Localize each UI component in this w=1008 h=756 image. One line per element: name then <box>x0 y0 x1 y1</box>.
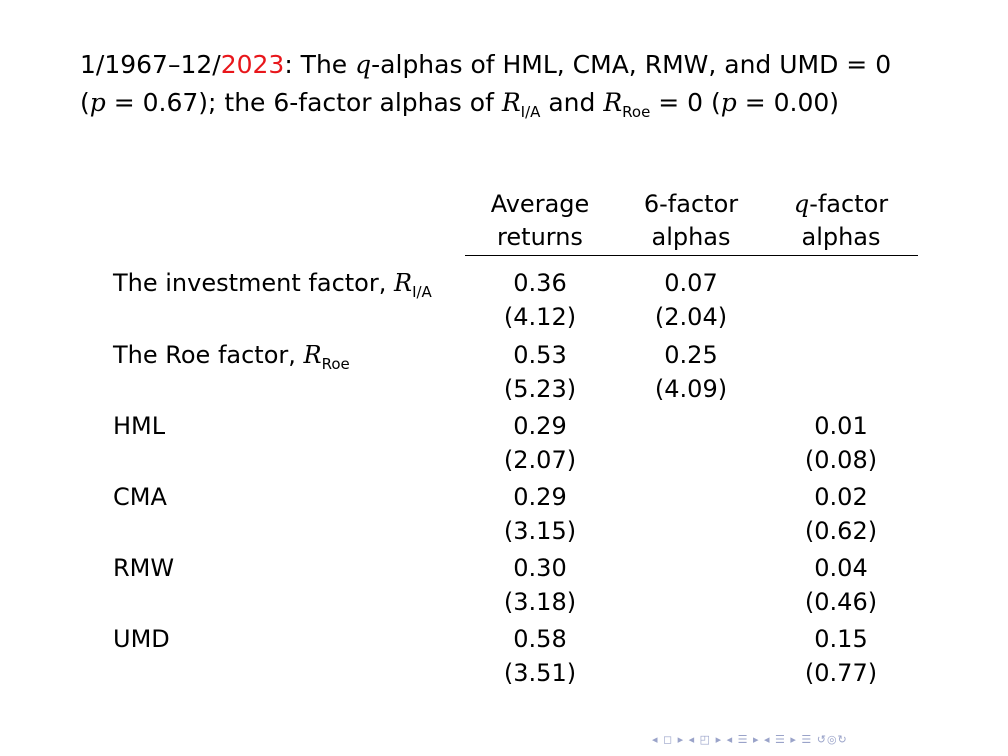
value: 0.30 <box>513 554 567 582</box>
label-subscript: I/A <box>412 283 432 301</box>
value: 0.07 <box>664 269 718 297</box>
t-stat: (0.46) <box>804 588 878 616</box>
t-stat: (5.23) <box>503 375 577 403</box>
header-line: alphas <box>651 223 731 251</box>
r-symbol: R <box>303 341 322 369</box>
p-symbol-2: p <box>720 88 737 117</box>
t-stat: (2.04) <box>654 303 728 331</box>
value: 0.36 <box>513 269 567 297</box>
t-stat: (4.09) <box>654 375 728 403</box>
header-qfactor-alphas <box>771 188 911 254</box>
title-line-2 <box>80 84 891 122</box>
label-text: The Roe factor, <box>113 341 304 369</box>
r-symbol-2: R <box>603 88 623 117</box>
header-line <box>771 188 911 221</box>
t-stat: (0.77) <box>804 659 878 687</box>
cell-avg <box>470 622 610 690</box>
cell-avg <box>470 266 610 334</box>
p-symbol-1: p <box>89 88 106 117</box>
label-subscript: Roe <box>321 355 350 373</box>
p-value-1: = 0.67); the 6-factor alphas of <box>105 88 502 117</box>
value: 0.15 <box>814 625 868 653</box>
roe-subscript: Roe <box>622 103 651 121</box>
t-stat: (3.18) <box>503 588 577 616</box>
row-label-rmw: RMW <box>113 554 175 582</box>
t-stat: (0.62) <box>804 517 878 545</box>
header-line: alphas <box>801 223 881 251</box>
cell-avg <box>470 338 610 406</box>
t-stat: (4.12) <box>503 303 577 331</box>
period-start: 1/1967–12/ <box>80 50 221 79</box>
value: 0.01 <box>814 412 868 440</box>
cell-qfactor <box>771 480 911 548</box>
cell-6factor <box>621 266 761 334</box>
title-line-1 <box>80 46 891 84</box>
cell-qfactor <box>771 409 911 477</box>
value: 0.29 <box>513 483 567 511</box>
cell-6factor <box>621 338 761 406</box>
value: 0.04 <box>814 554 868 582</box>
value: 0.25 <box>664 341 718 369</box>
header-rule <box>465 255 918 256</box>
q-symbol: q <box>793 190 810 218</box>
beamer-navigation-icons[interactable]: ◂ ◻ ▸ ◂ ◰ ▸ ◂ ☰ ▸ ◂ ☰ ▸ ☰ ↺◎↻ <box>652 733 848 746</box>
row-label-hml: HML <box>113 412 166 440</box>
value: 0.53 <box>513 341 567 369</box>
label-text: The investment factor, <box>113 269 394 297</box>
slide-title <box>80 46 891 122</box>
r-symbol-1: R <box>501 88 521 117</box>
t-stat: (3.15) <box>503 517 577 545</box>
row-label-cma: CMA <box>113 483 167 511</box>
ia-subscript: I/A <box>520 103 541 121</box>
row-label-umd: UMD <box>113 625 170 653</box>
cell-qfactor <box>771 551 911 619</box>
paren-open: ( <box>80 88 90 117</box>
header-line: returns <box>497 223 583 251</box>
header-6factor-alphas <box>621 188 761 254</box>
title-text-a: : The <box>284 50 348 79</box>
value: 0.58 <box>513 625 567 653</box>
value: 0.29 <box>513 412 567 440</box>
t-stat: (0.08) <box>804 446 878 474</box>
cell-qfactor <box>771 622 911 690</box>
row-label-roe-factor <box>113 340 350 373</box>
eq-zero: = 0 ( <box>650 88 721 117</box>
cell-avg <box>470 551 610 619</box>
and-text: and <box>540 88 604 117</box>
cell-avg <box>470 480 610 548</box>
title-text-b: -alphas of HML, CMA, RMW, and UMD = 0 <box>371 50 892 79</box>
p-value-2: = 0.00) <box>736 88 840 117</box>
r-symbol: R <box>394 269 413 297</box>
t-stat: (2.07) <box>503 446 577 474</box>
header-line: Average <box>490 190 590 218</box>
cell-avg <box>470 409 610 477</box>
t-stat: (3.51) <box>503 659 577 687</box>
value: 0.02 <box>814 483 868 511</box>
header-text: -factor <box>809 190 889 218</box>
q-symbol: q <box>355 50 372 79</box>
period-end-year: 2023 <box>220 50 285 79</box>
row-label-investment-factor <box>113 268 432 301</box>
header-average-returns <box>470 188 610 254</box>
header-line: 6-factor <box>643 190 739 218</box>
